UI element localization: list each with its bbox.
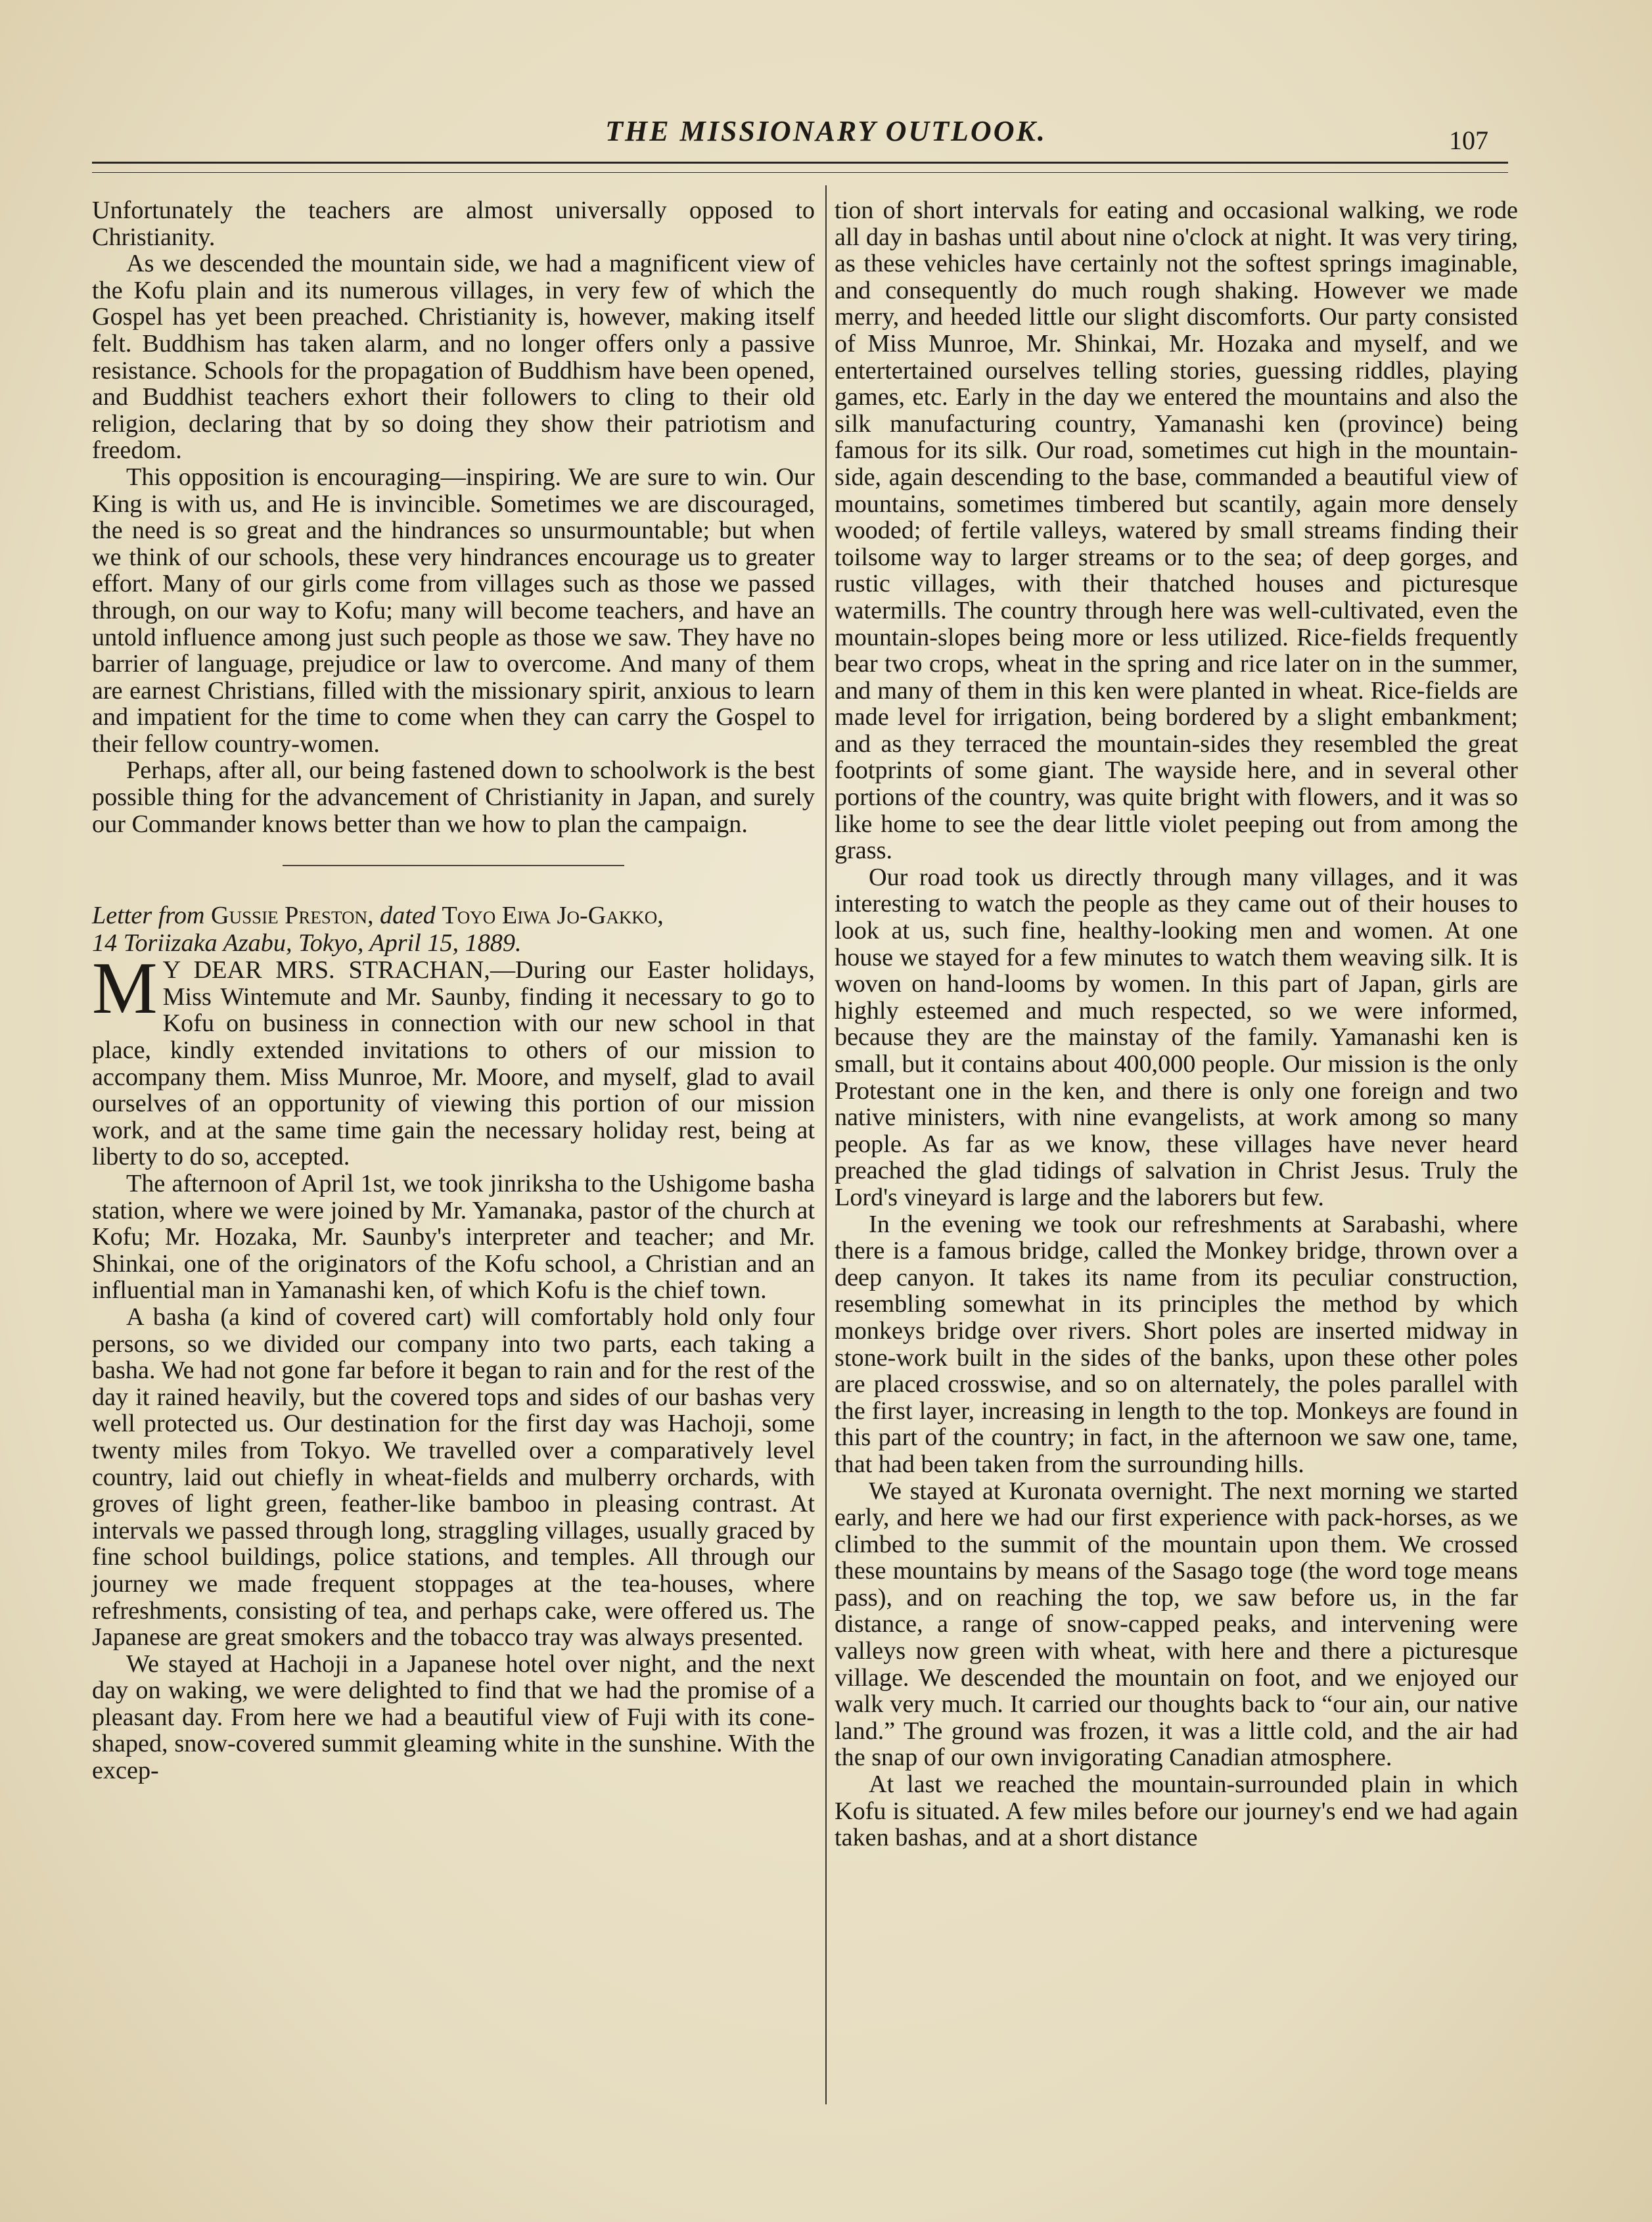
drop-cap: M bbox=[92, 948, 158, 1030]
paragraph: We stayed at Kuronata overnight. The next morning we started early, and here we had our first experience with pack-horses, as we climbed to the summit of the mountain upon them. We crossed these mountains by means of the Sasago toge (the word toge means pass), and on reaching the top, we saw before us, in the far distance, a range of snow-capped peaks, and intervening were valleys now green with wheat, with here and there a picturesque village. We descended the mountain on foot, and we enjoyed our walk very much. It carried our thoughts back to “our ain, our native land.” The ground was frozen, it was a little cold, and the air had the snap of our own invigorating Canadian atmosphere. bbox=[835, 1477, 1518, 1772]
salutation: Y DEAR MRS. STRACHAN, bbox=[162, 956, 490, 984]
letter-opening bbox=[92, 948, 815, 1171]
paragraph: This opposition is encouraging—inspiring. We are sure to win. Our King is with us, and He is invincible. Sometimes we are discouraged, the need is so great and the hindrances so unsurmountable; but when we think of our schools, these very hindrances encourage us to greater effort. Many of our girls come from villages such as those we passed through, on our way to Kofu; many will become teachers, and have an untold influence among just such people as those we saw. They have no barrier of language, prejudice or law to overcome. And many of them are earnest Christians, filled with the missionary spirit, anxious to learn and impatient for the time to come when they can carry the Gospel to their fellow country-women. bbox=[92, 463, 815, 758]
section-divider bbox=[283, 865, 624, 866]
left-column bbox=[92, 197, 815, 1784]
letter-heading bbox=[92, 902, 815, 957]
paragraph: At last we reached the mountain-surrounded plain in which Kofu is situated. A few miles before our journey's end we had again taken bashas, and at a short distance bbox=[835, 1771, 1518, 1852]
paragraph: Unfortunately the teachers are almost universally opposed to Christianity. bbox=[92, 197, 815, 251]
letter-dated: dated bbox=[380, 902, 436, 930]
letter-address: 14 Toriizaka Azabu, Tokyo, April 15, 1889. bbox=[92, 929, 522, 958]
paragraph: As we descended the mountain side, we had a magnificent view of the Kofu plain and its numerous villages, in very few of which the Gospel has yet been preached. Christianity is, however, making itself felt. Buddhism has taken alarm, and no longer offers only a passive resistance. Schools for the propagation of Buddhism have been opened, and Buddhist teachers exhort their followers to cling to their old religion, declaring that by so doing they show their patriotism and freedom. bbox=[92, 250, 815, 465]
paragraph: A basha (a kind of covered cart) will comfortably hold only four persons, so we divided our company into two parts, each taking a basha. We had not gone far before it began to rain and for the rest of the day it rained heavily, but the covered tops and sides of our bashas very well protected us. Our destination for the first day was Hachoji, some twenty miles from Tokyo. We travelled over a comparatively level country, laid out chiefly in wheat-fields and mulberry orchards, with groves of light green, feather-like bamboo in pleasing contrast. At intervals we passed through long, straggling villages, usually graced by fine school buildings, police stations, and temples. All through our journey we made frequent stoppages at the tea-houses, where refreshments, consisting of tea, and perhaps cake, were offered us. The Japanese are great smokers and the tobacco tray was always presented. bbox=[92, 1303, 815, 1652]
paragraph: The afternoon of April 1st, we took jinriksha to the Ushigome basha station, where we were joined by Mr. Yamanaka, pastor of the church at Kofu; Mr. Hozaka, Mr. Saunby's interpreter and teacher; and Mr. Shinkai, one of the originators of the Kofu school, a Christian and an influential man in Yamanashi ken, of which Kofu is the chief town. bbox=[92, 1170, 815, 1305]
running-title: THE MISSIONARY OUTLOOK. bbox=[605, 115, 1047, 147]
paragraph: In the evening we took our refreshments at Sarabashi, where there is a famous bridge, called the Monkey bridge, thrown over a deep canyon. It takes its name from its peculiar construction, resembling somewhat in its principles the method by which monkeys bridge over rivers. Short poles are inserted midway in stone-work built in the sides of the banks, upon these other poles are placed crosswise, and so on alternately, the poles parallel with the first layer, increasing in length to the top. Monkeys are found in this part of the country; in fact, in the afternoon we saw one, tame, that had been taken from the surrounding hills. bbox=[835, 1210, 1518, 1478]
paragraph: We stayed at Hachoji in a Japanese hotel over night, and the next day on waking, we were delighted to find that we had the promise of a pleasant day. From here we had a beautiful view of Fuji with its cone-shaped, snow-covered summit gleaming white in the sunshine. With the excep- bbox=[92, 1650, 815, 1785]
right-column bbox=[835, 197, 1518, 1851]
paragraph: tion of short intervals for eating and occasional walking, we rode all day in bashas until about nine o'clock at night. It was very tiring, as these vehicles have certainly not the softest springs imaginable, and consequently do much rough shaking. However we made merry, and heeded little our slight discomforts. Our party consisted of Miss Munroe, Mr. Shinkai, Mr. Hozaka and myself, and we entertertained ourselves telling stories, guessing riddles, playing games, etc. Early in the day we entered the mountains and also the silk manufacturing country, Yamanashi ken (province) being famous for its silk. Our road, sometimes cut high in the mountain-side, again descending to the base, commanded a beautiful view of mountains, sometimes timbered but scantily, again more densely wooded; of fertile valleys, watered by small streams finding their toilsome way to larger streams or to the sea; of deep gorges, and rustic villages, with their thatched houses and picturesque watermills. The country through here was well-cultivated, even the mountain-slopes being more or less utilized. Rice-fields frequently bear two crops, wheat in the spring and rice later on in the summer, and many of them in this ken were planted in wheat. Rice-fields are made level for irrigation, being bordered by a slight embankment; and as they terraced the mountain-sides they resembled the great footprints of some giant. The wayside here, and in several other portions of the country, was quite bright with flowers, and it was so like home to see the dear little violet peeping out from among the grass. bbox=[835, 197, 1518, 865]
column-divider bbox=[825, 185, 827, 2104]
letter-school: Toyo Eiwa Jo-Gakko, bbox=[442, 902, 664, 930]
header-rule-thin bbox=[92, 172, 1508, 173]
running-head bbox=[0, 110, 1652, 156]
page-number: 107 bbox=[1449, 126, 1488, 155]
letter-prefix: Letter from bbox=[92, 902, 205, 930]
opening-text: —During our Easter holidays, Miss Wintemute and Mr. Saunby, finding it necessary to go to Kofu on business in connection with our new school in that place, kindly extended invitations to others of our mission to accompany them. Miss Munroe, Mr. Moore, and myself, glad to avail ourselves of an opportunity of viewing this portion of our mission work, and at the same time gain the necessary holiday rest, being at liberty to do so, accepted. bbox=[92, 956, 815, 1171]
paragraph: Our road took us directly through many villages, and it was interesting to watch the people as they came out of their houses to look at us, such fine, healthy-looking men and women. At one house we stayed for a few minutes to watch them weaving silk. It is woven on hand-looms by women. In this part of Japan, girls are highly esteemed and much respected, so we were informed, because they are the mainstay of the family. Yamanashi ken is small, but it contains about 400,000 people. Our mission is the only Protestant one in the ken, and there is only one foreign and two native ministers, with nine evangelists, at work among so many people. As far as we know, these villages have never heard preached the glad tidings of salvation in Christ Jesus. Truly the Lord's vineyard is large and the laborers but few. bbox=[835, 863, 1518, 1211]
letter-author: Gussie Preston, bbox=[211, 902, 374, 930]
header-rule-thick bbox=[92, 162, 1508, 164]
paragraph: Perhaps, after all, our being fastened down to schoolwork is the best possible thing for the advancement of Christianity in Japan, and surely our Commander knows better than we how to plan the campaign. bbox=[92, 756, 815, 838]
